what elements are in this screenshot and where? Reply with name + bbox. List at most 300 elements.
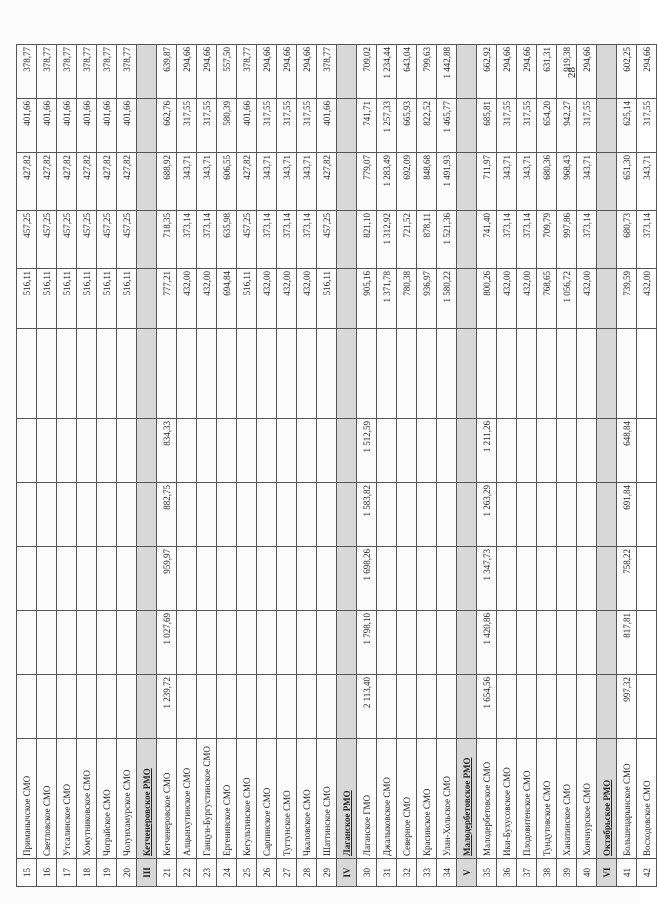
value-cell xyxy=(17,547,37,611)
value-cell: 834,33 xyxy=(157,419,177,483)
table-row xyxy=(237,45,257,887)
row-number-cell: 36 xyxy=(497,859,517,887)
value-cell: 401,66 xyxy=(17,99,37,153)
value-cell xyxy=(557,611,577,675)
value-cell: 662,76 xyxy=(157,99,177,153)
value-cell: 1 698,26 xyxy=(357,547,377,611)
value-cell xyxy=(197,483,217,547)
value-cell: 427,82 xyxy=(57,153,77,211)
municipality-name-cell: Чкаловское СМО xyxy=(297,739,317,859)
municipality-name-cell: Октябрьское РМО xyxy=(597,739,617,859)
value-cell xyxy=(337,675,357,739)
table-row xyxy=(417,45,437,887)
value-cell xyxy=(277,611,297,675)
value-cell: 1 257,33 xyxy=(377,99,397,153)
value-cell xyxy=(137,675,157,739)
value-cell: 905,16 xyxy=(357,269,377,329)
value-cell: 516,11 xyxy=(17,269,37,329)
value-cell: 639,87 xyxy=(157,45,177,99)
value-cell: 378,77 xyxy=(17,45,37,99)
value-cell xyxy=(137,329,157,419)
value-cell xyxy=(257,675,277,739)
value-cell: 317,55 xyxy=(297,99,317,153)
value-cell xyxy=(337,153,357,211)
table-row xyxy=(517,45,537,887)
table-row xyxy=(17,45,37,887)
value-cell: 343,71 xyxy=(257,153,277,211)
value-cell: 427,82 xyxy=(17,153,37,211)
value-cell xyxy=(577,483,597,547)
value-cell xyxy=(117,675,137,739)
row-number-cell: 30 xyxy=(357,859,377,887)
value-cell xyxy=(577,329,597,419)
value-cell: 378,77 xyxy=(77,45,97,99)
municipality-name-cell: Красинское СМО xyxy=(417,739,437,859)
value-cell: 432,00 xyxy=(257,269,277,329)
value-cell xyxy=(37,675,57,739)
value-cell xyxy=(557,675,577,739)
value-cell xyxy=(597,329,617,419)
value-cell: 373,14 xyxy=(257,211,277,269)
table-row xyxy=(557,45,577,887)
value-cell: 1 371,78 xyxy=(377,269,397,329)
value-cell xyxy=(337,483,357,547)
value-cell xyxy=(577,419,597,483)
value-cell xyxy=(597,611,617,675)
value-cell xyxy=(37,611,57,675)
value-cell xyxy=(117,547,137,611)
municipality-name-cell: Джалыковское СМО xyxy=(377,739,397,859)
value-cell xyxy=(377,611,397,675)
value-cell xyxy=(57,329,77,419)
value-cell xyxy=(217,329,237,419)
value-cell: 997,32 xyxy=(617,675,637,739)
value-cell xyxy=(17,675,37,739)
value-cell: 294,66 xyxy=(277,45,297,99)
value-cell: 709,79 xyxy=(537,211,557,269)
municipality-name-cell: Светловское СМО xyxy=(37,739,57,859)
value-cell: 936,97 xyxy=(417,269,437,329)
value-cell: 1 234,44 xyxy=(377,45,397,99)
value-cell: 516,11 xyxy=(117,269,137,329)
value-cell: 654,20 xyxy=(537,99,557,153)
value-cell: 1 347,73 xyxy=(477,547,497,611)
group-row xyxy=(137,45,157,887)
table-row xyxy=(357,45,377,887)
value-cell: 317,55 xyxy=(257,99,277,153)
value-cell: 1 263,29 xyxy=(477,483,497,547)
value-cell xyxy=(337,211,357,269)
value-cell: 401,66 xyxy=(57,99,77,153)
value-cell xyxy=(497,329,517,419)
value-cell: 457,25 xyxy=(17,211,37,269)
value-cell: 343,71 xyxy=(177,153,197,211)
value-cell xyxy=(297,329,317,419)
value-cell: 878,11 xyxy=(417,211,437,269)
value-cell: 401,66 xyxy=(77,99,97,153)
value-cell: 432,00 xyxy=(577,269,597,329)
value-cell: 378,77 xyxy=(117,45,137,99)
value-cell: 516,11 xyxy=(57,269,77,329)
value-cell: 606,55 xyxy=(217,153,237,211)
value-cell: 685,81 xyxy=(477,99,497,153)
value-cell xyxy=(57,547,77,611)
row-number-cell: 31 xyxy=(377,859,397,887)
value-cell: 401,66 xyxy=(237,99,257,153)
row-number-cell: 40 xyxy=(577,859,597,887)
value-cell xyxy=(557,547,577,611)
value-cell xyxy=(557,329,577,419)
value-cell xyxy=(517,329,537,419)
value-cell xyxy=(317,611,337,675)
value-cell: 432,00 xyxy=(517,269,537,329)
value-cell: 680,73 xyxy=(617,211,637,269)
value-cell xyxy=(317,547,337,611)
value-cell xyxy=(517,483,537,547)
value-cell xyxy=(57,419,77,483)
value-cell xyxy=(637,675,657,739)
table-row xyxy=(117,45,137,887)
value-cell xyxy=(457,45,477,99)
value-cell xyxy=(537,547,557,611)
table-row xyxy=(77,45,97,887)
value-cell xyxy=(597,269,617,329)
value-cell: 427,82 xyxy=(77,153,97,211)
municipality-name-cell: Чолунхамурское СМО xyxy=(117,739,137,859)
municipality-name-cell: Шаттинское СМО xyxy=(317,739,337,859)
row-number-cell: 26 xyxy=(257,859,277,887)
value-cell xyxy=(137,269,157,329)
value-cell: 373,14 xyxy=(177,211,197,269)
value-cell: 432,00 xyxy=(297,269,317,329)
value-cell xyxy=(597,153,617,211)
value-cell: 457,25 xyxy=(317,211,337,269)
table-row xyxy=(497,45,517,887)
value-cell xyxy=(137,419,157,483)
municipality-name-cell: Кетченеровское РМО xyxy=(137,739,157,859)
value-cell: 631,31 xyxy=(537,45,557,99)
value-cell: 373,14 xyxy=(197,211,217,269)
value-cell: 665,93 xyxy=(397,99,417,153)
value-cell xyxy=(137,153,157,211)
value-cell: 718,35 xyxy=(157,211,177,269)
value-cell xyxy=(597,675,617,739)
value-cell xyxy=(77,611,97,675)
value-cell xyxy=(457,419,477,483)
value-cell xyxy=(277,419,297,483)
value-cell xyxy=(497,675,517,739)
value-cell xyxy=(77,675,97,739)
value-cell xyxy=(397,547,417,611)
value-cell xyxy=(137,611,157,675)
row-number-cell: 39 xyxy=(557,859,577,887)
value-cell xyxy=(337,611,357,675)
value-cell xyxy=(177,419,197,483)
value-cell: 817,81 xyxy=(617,611,637,675)
value-cell: 294,66 xyxy=(177,45,197,99)
value-cell: 821,10 xyxy=(357,211,377,269)
value-cell xyxy=(197,675,217,739)
value-cell xyxy=(577,611,597,675)
value-cell xyxy=(277,675,297,739)
value-cell: 691,84 xyxy=(617,483,637,547)
row-number-cell: 42 xyxy=(637,859,657,887)
value-cell xyxy=(137,45,157,99)
value-cell xyxy=(557,483,577,547)
value-cell xyxy=(277,329,297,419)
value-cell xyxy=(77,329,97,419)
value-cell: 516,11 xyxy=(317,269,337,329)
value-cell xyxy=(417,329,437,419)
municipality-name-cell: Утсалинское СМО xyxy=(57,739,77,859)
value-cell xyxy=(397,329,417,419)
municipality-name-cell: Хомутниковское СМО xyxy=(77,739,97,859)
value-cell xyxy=(537,419,557,483)
value-cell xyxy=(17,419,37,483)
value-cell: 294,66 xyxy=(577,45,597,99)
value-cell xyxy=(377,547,397,611)
row-number-cell: 17 xyxy=(57,859,77,887)
value-cell: 317,55 xyxy=(637,99,657,153)
row-number-cell: III xyxy=(137,859,157,887)
value-cell: 822,52 xyxy=(417,99,437,153)
value-cell xyxy=(97,675,117,739)
value-cell xyxy=(257,419,277,483)
value-cell: 457,25 xyxy=(57,211,77,269)
value-cell: 294,66 xyxy=(637,45,657,99)
value-cell xyxy=(597,45,617,99)
value-cell: 432,00 xyxy=(197,269,217,329)
value-cell xyxy=(457,269,477,329)
value-cell xyxy=(237,547,257,611)
value-cell xyxy=(257,611,277,675)
value-cell xyxy=(217,547,237,611)
value-cell: 1 654,56 xyxy=(477,675,497,739)
municipality-name-cell: Большецарынское СМО xyxy=(617,739,637,859)
table-row xyxy=(157,45,177,887)
value-cell xyxy=(577,547,597,611)
value-cell: 378,77 xyxy=(317,45,337,99)
value-cell: 709,02 xyxy=(357,45,377,99)
row-number-cell: VI xyxy=(597,859,617,887)
value-cell: 294,66 xyxy=(497,45,517,99)
value-cell: 294,66 xyxy=(197,45,217,99)
value-cell: 373,14 xyxy=(497,211,517,269)
municipality-name-cell: Алцынхутинское СМО xyxy=(177,739,197,859)
value-cell: 1 420,86 xyxy=(477,611,497,675)
value-cell: 777,21 xyxy=(157,269,177,329)
value-cell xyxy=(277,547,297,611)
value-cell: 662,92 xyxy=(477,45,497,99)
value-cell xyxy=(437,611,457,675)
row-number-cell: 32 xyxy=(397,859,417,887)
table-row xyxy=(377,45,397,887)
row-number-cell: 37 xyxy=(517,859,537,887)
value-cell: 378,77 xyxy=(237,45,257,99)
value-cell xyxy=(257,483,277,547)
row-number-cell: 33 xyxy=(417,859,437,887)
value-cell xyxy=(17,329,37,419)
value-cell xyxy=(357,329,377,419)
value-cell xyxy=(397,675,417,739)
value-cell xyxy=(277,483,297,547)
value-cell xyxy=(37,419,57,483)
value-cell: 602,25 xyxy=(617,45,637,99)
value-cell: 427,82 xyxy=(237,153,257,211)
value-cell: 516,11 xyxy=(97,269,117,329)
value-cell: 317,55 xyxy=(177,99,197,153)
municipality-name-cell: Сарпинское СМО xyxy=(257,739,277,859)
value-cell: 1 312,92 xyxy=(377,211,397,269)
municipality-name-cell: Северное СМО xyxy=(397,739,417,859)
value-cell xyxy=(557,419,577,483)
municipality-name-cell: Восходовское СМО xyxy=(637,739,657,859)
value-cell: 1 798,10 xyxy=(357,611,377,675)
row-number-cell: V xyxy=(457,859,477,887)
value-cell xyxy=(237,675,257,739)
value-cell: 1 056,72 xyxy=(557,269,577,329)
value-cell: 741,71 xyxy=(357,99,377,153)
value-cell xyxy=(477,329,497,419)
value-cell xyxy=(317,483,337,547)
value-cell xyxy=(137,99,157,153)
value-cell xyxy=(437,675,457,739)
value-cell xyxy=(237,329,257,419)
value-cell xyxy=(417,419,437,483)
table-row xyxy=(437,45,457,887)
value-cell xyxy=(257,329,277,419)
value-cell xyxy=(217,483,237,547)
value-cell xyxy=(517,675,537,739)
value-cell: 317,55 xyxy=(277,99,297,153)
value-cell xyxy=(77,419,97,483)
municipality-name-cell: Кегультинское СМО xyxy=(237,739,257,859)
value-cell xyxy=(417,675,437,739)
value-cell xyxy=(177,611,197,675)
value-cell xyxy=(117,483,137,547)
value-cell xyxy=(137,547,157,611)
value-cell xyxy=(157,329,177,419)
value-cell: 373,14 xyxy=(517,211,537,269)
value-cell xyxy=(537,611,557,675)
value-cell xyxy=(77,547,97,611)
value-cell xyxy=(297,675,317,739)
value-cell xyxy=(57,611,77,675)
value-cell xyxy=(457,153,477,211)
value-cell xyxy=(457,99,477,153)
value-cell xyxy=(197,547,217,611)
value-cell: 401,66 xyxy=(117,99,137,153)
value-cell: 427,82 xyxy=(317,153,337,211)
value-cell xyxy=(217,675,237,739)
table-row xyxy=(577,45,597,887)
value-cell xyxy=(417,611,437,675)
value-cell: 317,55 xyxy=(197,99,217,153)
value-cell: 432,00 xyxy=(277,269,297,329)
value-cell xyxy=(177,483,197,547)
value-cell: 432,00 xyxy=(177,269,197,329)
row-number-cell: 28 xyxy=(297,859,317,887)
table-row xyxy=(257,45,277,887)
table-row xyxy=(317,45,337,887)
value-cell: 651,30 xyxy=(617,153,637,211)
municipality-name-cell: Кетченеровское СМО xyxy=(157,739,177,859)
value-cell xyxy=(297,611,317,675)
value-cell xyxy=(77,483,97,547)
value-cell xyxy=(637,483,657,547)
row-number-cell: 24 xyxy=(217,859,237,887)
value-cell xyxy=(457,611,477,675)
value-cell xyxy=(517,547,537,611)
value-cell: 1 521,36 xyxy=(437,211,457,269)
value-cell: 317,55 xyxy=(577,99,597,153)
municipality-name-cell: Хончнурское СМО xyxy=(577,739,597,859)
value-cell xyxy=(437,547,457,611)
value-cell: 688,92 xyxy=(157,153,177,211)
value-cell xyxy=(297,419,317,483)
value-cell: 373,14 xyxy=(577,211,597,269)
value-cell: 294,66 xyxy=(297,45,317,99)
value-cell: 378,77 xyxy=(37,45,57,99)
value-cell xyxy=(37,483,57,547)
value-cell xyxy=(197,419,217,483)
value-cell xyxy=(97,547,117,611)
table-row xyxy=(617,45,637,887)
value-cell xyxy=(417,483,437,547)
value-cell xyxy=(637,547,657,611)
value-cell: 635,98 xyxy=(217,211,237,269)
municipality-name-cell: Лаганское РМО xyxy=(337,739,357,859)
municipality-name-cell: Лаганское ГМО xyxy=(357,739,377,859)
value-cell xyxy=(537,329,557,419)
value-cell xyxy=(117,329,137,419)
value-cell: 516,11 xyxy=(77,269,97,329)
value-cell xyxy=(337,45,357,99)
value-cell xyxy=(497,419,517,483)
value-cell xyxy=(177,329,197,419)
value-cell xyxy=(97,611,117,675)
value-cell xyxy=(217,611,237,675)
value-cell xyxy=(437,329,457,419)
value-cell xyxy=(637,419,657,483)
value-cell xyxy=(317,675,337,739)
value-cell xyxy=(117,419,137,483)
value-cell: 779,07 xyxy=(357,153,377,211)
value-cell xyxy=(237,419,257,483)
value-cell xyxy=(577,675,597,739)
table-row xyxy=(97,45,117,887)
value-cell: 378,77 xyxy=(57,45,77,99)
value-cell xyxy=(437,419,457,483)
row-number-cell: 16 xyxy=(37,859,57,887)
value-cell: 432,00 xyxy=(637,269,657,329)
value-cell xyxy=(97,483,117,547)
value-cell xyxy=(637,329,657,419)
value-cell: 1 512,59 xyxy=(357,419,377,483)
value-cell: 516,11 xyxy=(237,269,257,329)
municipality-name-cell: Приманычское СМО xyxy=(17,739,37,859)
row-number-cell: 29 xyxy=(317,859,337,887)
value-cell: 711,97 xyxy=(477,153,497,211)
value-cell xyxy=(597,99,617,153)
value-cell: 800,26 xyxy=(477,269,497,329)
row-number-cell: 23 xyxy=(197,859,217,887)
value-cell: 317,55 xyxy=(517,99,537,153)
value-cell xyxy=(237,483,257,547)
value-cell: 1 283,49 xyxy=(377,153,397,211)
table-row xyxy=(537,45,557,887)
value-cell xyxy=(457,675,477,739)
